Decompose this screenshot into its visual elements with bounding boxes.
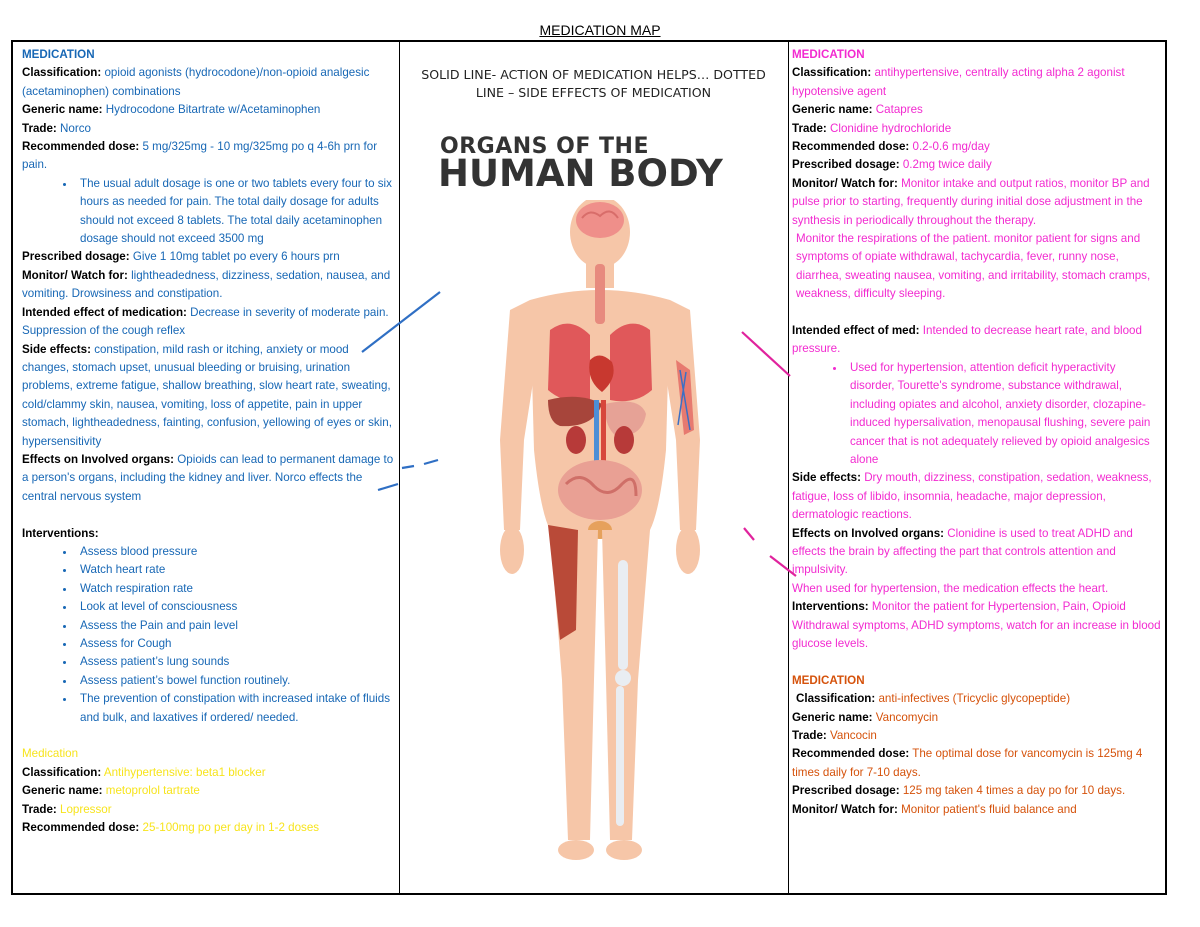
norco-recommended-dose: 5 mg/325mg - 10 mg/325mg po q 4-6h prn for pain. — [22, 140, 378, 172]
interventions-label: Interventions: — [792, 600, 869, 614]
classification-label: Classification: — [22, 66, 102, 80]
trade-label: Trade: — [22, 802, 57, 816]
lopressor-recommended-dose: 25-100mg po per day in 1-2 doses — [142, 821, 320, 835]
recommended-dose-label: Recommended dose: — [792, 747, 910, 761]
monitor-label: Monitor/ Watch for: — [22, 268, 128, 282]
recommended-dose-label: Recommended dose: — [22, 821, 140, 835]
list-item: • The prevention of constipation with increased intake of fluids and bulk, and laxatives if ordered/ needed. — [76, 690, 397, 727]
catapres-side-effects: Dry mouth, dizziness, constipation, sedation, weakness, fatigue, loss of libido, insomnia, headache, major depression, dermatologic reactions. — [792, 471, 1152, 522]
catapres-recommended-dose: 0.2-0.6 mg/day — [912, 140, 990, 154]
vancomycin-generic-name: Vancomycin — [875, 710, 939, 724]
norco-monitor: lightheadedness, dizziness, sedation, nausea, and vomiting. Drowsiness and constipation. — [22, 268, 391, 301]
norco-side-effects: constipation, mild rash or itching, anxiety or mood changes, stomach upset, unusual bleeding or bruising, urination problems, extreme fatigue, shallow breathing, slow heart rate, sweating, cold/clammy skin, nausea, vomiting, loss of appetite, pain in upper stomach, lightheadedness, fainting, confusion, yellowing of eyes or skin, hypersensitivity — [22, 342, 392, 448]
vancomycin-recommended-dose: The optimal dose for vancomycin is 125mg 4 times daily for 7-10 days. — [792, 747, 1143, 779]
trade-label: Trade: — [792, 121, 827, 135]
catapres-interventions: Monitor the patient for Hypertension, Pain, Opioid Withdrawal symptoms, ADHD symptoms, watch for an increase in blood glucose levels. — [792, 600, 1161, 650]
side-effects-label: Side effects: — [22, 342, 91, 356]
catapres-involved-organs: Clonidine is used to treat ADHD and effects the brain by affecting the part that controls attention and impulsivity. — [792, 526, 1133, 577]
list-item: • Used for hypertension, attention deficit hyperactivity disorder, Tourette's syndrome, substance withdrawal, including opiates and alcohol, anxiety disorder, clozapine-induced hypersalivation, menopausal flushing, severe pain cancer that is not adequately relieved by opioid analgesics alone — [846, 359, 1162, 469]
prescribed-dosage-label: Prescribed dosage: — [792, 158, 900, 172]
list-item: • Watch respiration rate — [76, 580, 397, 598]
generic-label: Generic name: — [22, 103, 103, 117]
catapres-intended-effect: Intended to decrease heart rate, and blood pressure. — [792, 324, 1142, 356]
classification-label: Classification: — [22, 765, 102, 779]
classification-label: Classification: — [796, 692, 876, 706]
generic-label: Generic name: — [22, 784, 103, 798]
vancomycin-prescribed-dosage: 125 mg taken 4 times a day po for 10 days. — [902, 784, 1126, 798]
side-effects-label: Side effects: — [792, 471, 861, 485]
involved-organs-label: Effects on Involved organs: — [792, 526, 945, 540]
generic-label: Generic name: — [792, 710, 873, 724]
page-title: MEDICATION MAP — [539, 22, 661, 38]
lopressor-generic-name: metoprolol tartrate — [105, 784, 200, 798]
lopressor-trade-name: Lopressor — [60, 802, 112, 816]
norco-intended-effect: Decrease in severity of moderate pain. Suppression of the cough reflex — [22, 305, 389, 338]
solid-annotation-line — [742, 332, 790, 376]
monitor-label: Monitor/ Watch for: — [792, 802, 898, 816]
intended-effect-label: Intended effect of med: — [792, 324, 920, 338]
illustration-title-small: ORGANS OF THE — [440, 134, 649, 159]
dotted-annotation-line — [402, 466, 414, 468]
interventions-label: Interventions: — [22, 526, 99, 540]
lopressor-heading: Medication — [22, 747, 79, 761]
prescribed-dosage-label: Prescribed dosage: — [22, 250, 130, 264]
vancomycin-trade-name: Vancocin — [830, 729, 877, 742]
catapres-classification: antihypertensive, centrally acting alpha 2 agonist hypotensive agent — [792, 66, 1125, 98]
illustration-title-big: HUMAN BODY — [438, 152, 723, 195]
generic-label: Generic name: — [792, 103, 873, 117]
classification-label: Classification: — [792, 66, 872, 80]
list-item: • Watch heart rate — [76, 561, 397, 579]
catapres-monitor: Monitor intake and output ratios, monitor BP and pulse prior to starting, frequently during initial dose adjustment in the synthesis in periodically throughout the therapy. — [792, 176, 1150, 227]
norco-heading: MEDICATION — [22, 48, 95, 61]
list-item: • Assess patient’s lung sounds — [76, 653, 397, 671]
line-legend: SOLID LINE- ACTION OF MEDICATION HELPS… DOTTED LINE – SIDE EFFECTS OF MEDICATION — [421, 67, 766, 100]
trade-label: Trade: — [792, 729, 827, 742]
list-item: • Assess blood pressure — [76, 543, 397, 561]
list-item: • Assess for Cough — [76, 635, 397, 653]
lopressor-classification: Antihypertensive: beta1 blocker — [103, 765, 266, 779]
dotted-annotation-line — [744, 528, 754, 540]
vancomycin-classification: anti-infectives (Tricyclic glycopeptide) — [878, 692, 1071, 706]
vancomycin-heading: MEDICATION — [792, 673, 865, 687]
norco-prescribed-dosage: Give 1 10mg tablet po every 6 hours prn — [132, 250, 340, 264]
prescribed-dosage-label: Prescribed dosage: — [792, 784, 900, 798]
trade-label: Trade: — [22, 121, 57, 135]
catapres-involved-organs-continued: When used for hypertension, the medication effects the heart. — [792, 581, 1109, 595]
involved-organs-label: Effects on Involved organs: — [22, 452, 175, 466]
solid-annotation-line — [362, 292, 440, 352]
norco-generic-name: Hydrocodone Bitartrate w/Acetaminophen — [105, 103, 321, 117]
catapres-generic-name: Catapres — [875, 103, 923, 117]
recommended-dose-label: Recommended dose: — [792, 140, 910, 154]
recommended-dose-label: Recommended dose: — [22, 140, 140, 154]
norco-trade-name: Norco — [60, 121, 91, 135]
intended-effect-label: Intended effect of medication: — [22, 305, 187, 319]
list-item: • The usual adult dosage is one or two tablets every four to six hours as needed for pain. The total daily dosage for adults should not exceed 8 tablets. The total daily acetaminophen dosage should not exceed 3500 mg — [76, 175, 397, 249]
list-item: • Assess patient’s bowel function routinely. — [76, 672, 397, 690]
list-item: • Look at level of consciousness — [76, 598, 397, 616]
monitor-label: Monitor/ Watch for: — [792, 176, 898, 190]
catapres-heading: MEDICATION — [792, 48, 865, 61]
catapres-prescribed-dosage: 0.2mg twice daily — [902, 158, 992, 172]
list-item: • Assess the Pain and pain level — [76, 617, 397, 635]
catapres-trade-name: Clonidine hydrochloride — [830, 121, 952, 135]
vancomycin-monitor: Monitor patient's fluid balance and — [901, 802, 1077, 816]
catapres-monitor-continued: Monitor the respirations of the patient. monitor patient for signs and symptoms of opiate withdrawal, tachycardia, fever, runny nose, diarrhea, sweating nausea, vomiting, and irritability, stomach cramps, weakness, difficulty sleeping. — [796, 232, 1151, 301]
norco-classification: opioid agonists (hydrocodone)/non-opioid analgesic (acetaminophen) combinations — [22, 66, 370, 98]
norco-involved-organs: Opioids can lead to permanent damage to a person's organs, including the kidney and liver. Norco effects the central nervous system — [22, 452, 394, 503]
